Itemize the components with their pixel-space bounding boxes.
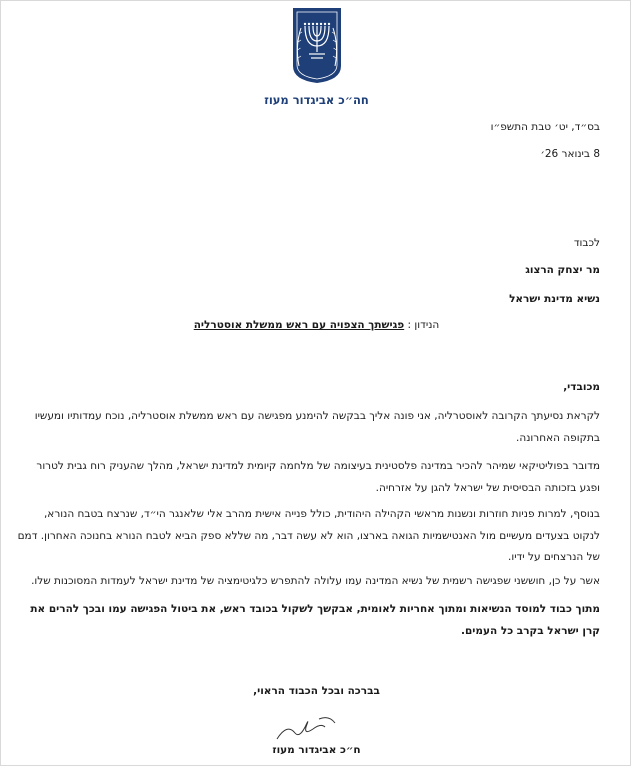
body-paragraph-4: אשר על כן, חוששני שפגישה רשמית של נשיא המדינה עמו עלולה להתפרש כלגיטימציה של מדינת ישראל לעמדות המסוכנות שלו. xyxy=(31,575,600,587)
signoff-name: ח״כ אביגדור מעוז xyxy=(272,744,361,756)
letterhead-sender: חה״כ אביגדור מעוז xyxy=(264,93,369,107)
gregorian-date: 8 בינואר 26׳ xyxy=(540,148,600,160)
body-paragraph-3: בנוסף, למרות פניות חוזרות ונשנות מראשי הקהילה היהודית, כולל פנייה אישית מהרב אלי שלאנגר הי״ד, שנרצח בטבח הנורא, לנקוט בצעדים מעשיים מול האנטישמיות הגואה בארצו, הוא לא עשה דבר, מה שללא ספק הביא לטבח הנורא בחנוכה האחרון. דמם של הנרצחים על ידיו. xyxy=(17,508,600,563)
recipient-name: מר יצחק הרצוג xyxy=(525,264,600,276)
subject-line xyxy=(1,319,631,331)
recipient-title: נשיא מדינת ישראל xyxy=(509,293,600,305)
closing-paragraph: מתוך כבוד למוסד הנשיאות ומתוך אחריות לאומית, אבקשך לשקול בכובד ראש, את ביטול הפגישה עמו ובכך להרים את קרן ישראל בקרב כל העמים. xyxy=(30,603,600,637)
greeting: מכובדי, xyxy=(563,381,600,393)
recipient-salutation: לכבוד xyxy=(573,237,600,249)
menorah-emblem-icon xyxy=(289,6,345,84)
subject-label: הנידון : xyxy=(407,319,440,331)
signature-icon xyxy=(273,713,343,745)
body-paragraph-1: לקראת נסיעתך הקרובה לאוסטרליה, אני פונה אליך בבקשה להימנע מפגישה עם ראש ממשלת אוסטרליה, נוכח עמדותיו ומעשיו בתקופה האחרונה. xyxy=(34,410,600,444)
hebrew-date: בס״ד, יט׳ טבת התשפ״ו xyxy=(490,121,600,133)
signoff-closing: בברכה ובכל הכבוד הראוי, xyxy=(253,685,380,697)
subject-text: פגישתך הצפויה עם ראש ממשלת אוסטרליה xyxy=(193,319,405,331)
body-paragraph-2: מדובר בפוליטיקאי שמיהר להכיר במדינה פלסטינית בעיצומה של מלחמה קיומית למדינת ישראל, מהלך שהעניק רוח גבית לטרור ופגע בזכותה הבסיסית של ישראל להגן על אזרחיה. xyxy=(36,460,600,494)
